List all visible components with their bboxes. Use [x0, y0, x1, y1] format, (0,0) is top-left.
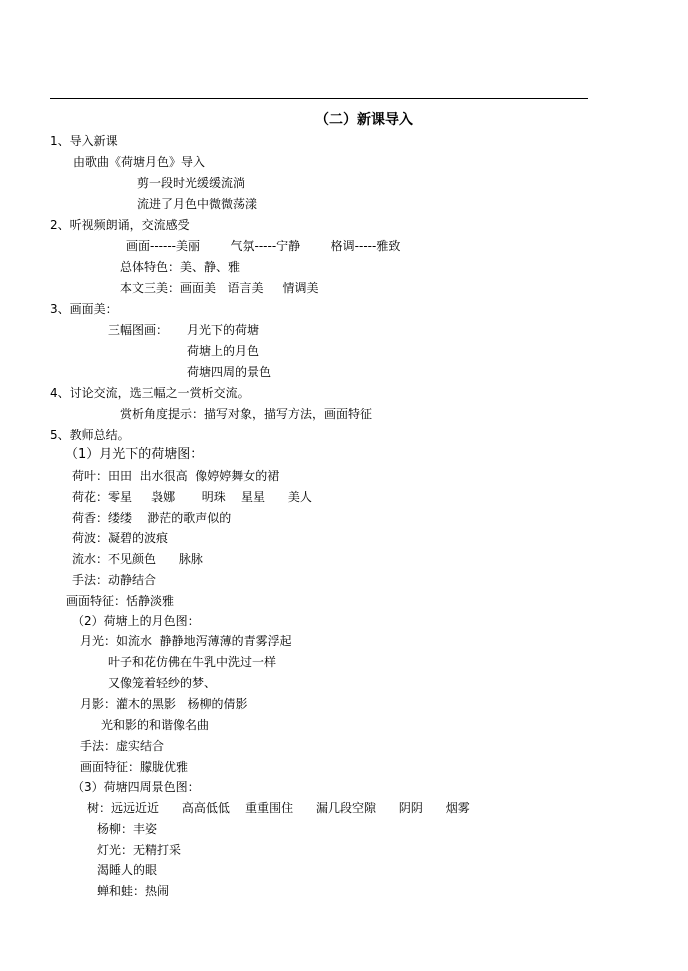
text-line: 流水：不见颜色 脉脉 — [72, 552, 203, 566]
text-line: 荷花：零星 袅娜 明珠 星星 美人 — [72, 490, 312, 504]
text-line: 本文三美：画面美 语言美 情调美 — [120, 281, 319, 295]
text-line: 画面特征：朦胧优雅 — [80, 760, 189, 774]
text-line: 总体特色：美、静、雅 — [120, 260, 241, 274]
lyric-line: 流进了月色中微微荡漾 — [137, 197, 258, 211]
subheading: （2）荷塘上的月色图： — [72, 614, 200, 628]
text-line: 月影：灌木的黑影 杨柳的倩影 — [80, 697, 248, 711]
text-line: 又像笼着轻纱的梦、 — [108, 676, 217, 690]
text-line: 由歌曲《荷塘月色》导入 — [73, 155, 206, 169]
text-line: 三幅图画： — [108, 323, 169, 337]
text-line: 蝉和蛙：热闹 — [97, 884, 170, 898]
text-line: 荷塘四周的景色 — [187, 365, 272, 379]
item-2-heading: 2、听视频朗诵，交流感受 — [50, 218, 190, 232]
item-3-heading: 3、画面美： — [50, 302, 118, 316]
text-line: 荷叶：田田 出水很高 像婷婷舞女的裙 — [72, 469, 280, 483]
subheading: （1）月光下的荷塘图： — [65, 447, 204, 462]
item-4-heading: 4、讨论交流，选三幅之一赏析交流。 — [50, 386, 250, 400]
text-line: 叶子和花仿佛在牛乳中洗过一样 — [108, 655, 277, 669]
text-line: 赏析角度提示：描写对象，描写方法，画面特征 — [120, 407, 373, 421]
text-line: 渴睡人的眼 — [97, 863, 158, 877]
text-line: 手法：动静结合 — [72, 573, 157, 587]
text-line: 荷香：缕缕 渺茫的歌声似的 — [72, 511, 232, 525]
item-1-heading: 1、导入新课 — [50, 134, 118, 148]
text-line: 光和影的和谐像名曲 — [101, 718, 210, 732]
text-line: 杨柳：丰姿 — [97, 822, 158, 836]
subheading: （3）荷塘四周景色图： — [72, 780, 200, 794]
item-5-heading: 5、教师总结。 — [50, 428, 130, 442]
text-line: 画面特征：恬静淡雅 — [66, 594, 175, 608]
text-line: 手法：虚实结合 — [80, 739, 165, 753]
text-line: 荷塘上的月色 — [187, 344, 260, 358]
text-line: 树：远远近近 高高低低 重重围住 漏几段空隙 阴阴 烟雾 — [87, 801, 470, 815]
lyric-line: 剪一段时光缓缓流淌 — [137, 176, 246, 190]
text-line: 荷波：凝碧的波痕 — [72, 531, 169, 545]
text-line: 月光下的荷塘 — [187, 323, 260, 337]
section-title: （二）新课导入 — [315, 112, 413, 128]
text-line: 月光：如流水 静静地泻薄薄的青雾浮起 — [80, 634, 292, 648]
text-line: 画面------美丽 气氛-----宁静 格调-----雅致 — [126, 239, 401, 253]
header-rule — [50, 98, 588, 99]
text-line: 灯光：无精打采 — [97, 843, 182, 857]
